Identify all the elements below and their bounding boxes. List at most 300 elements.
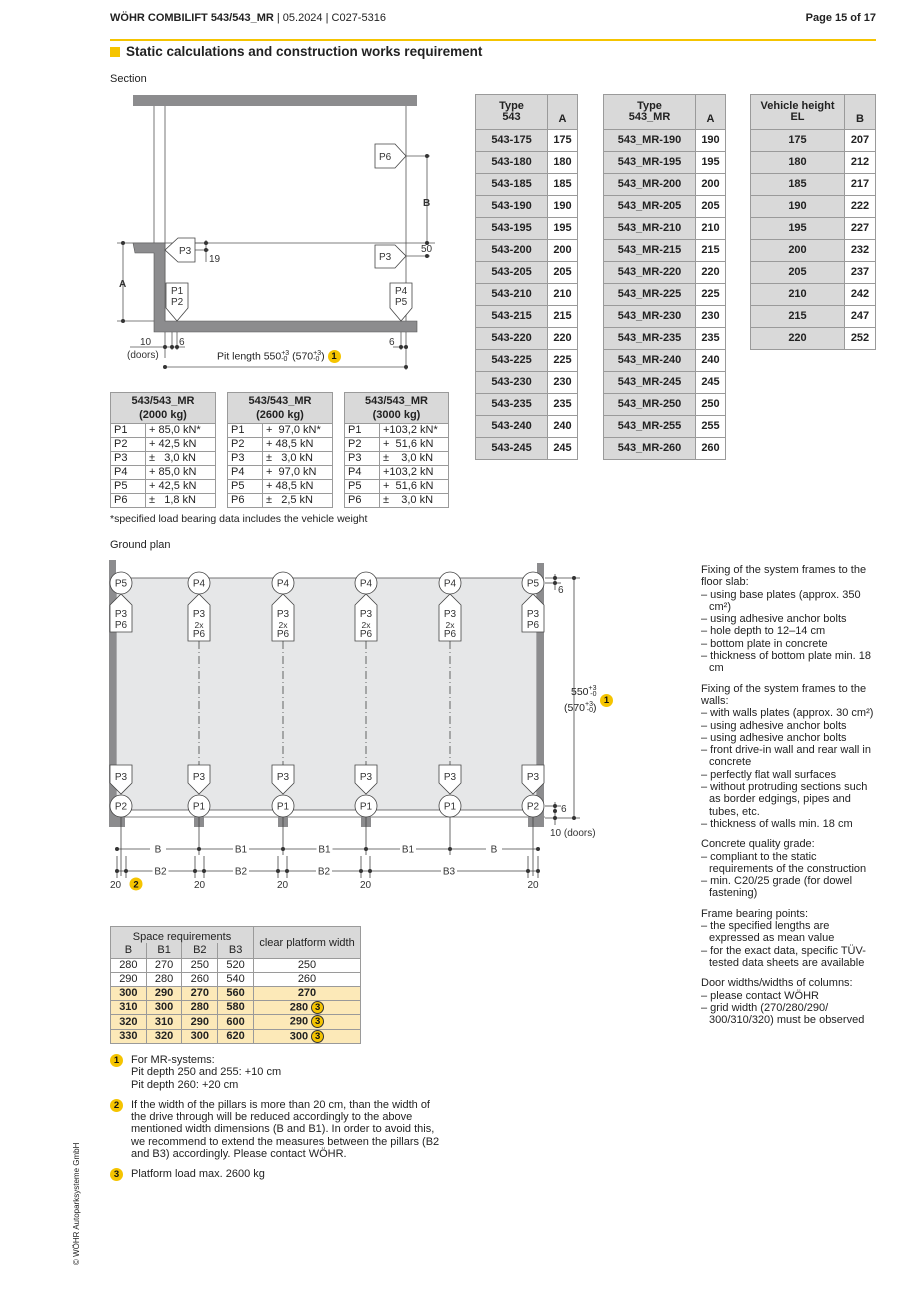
dim-6: 6 xyxy=(179,337,185,348)
load-tag-label: 2x xyxy=(361,620,371,630)
tol-down: -0 xyxy=(586,707,593,715)
table-row xyxy=(476,262,578,284)
note-badge-2 xyxy=(130,878,143,891)
load-tag-label: P3 xyxy=(526,772,540,783)
dim-6: 6 xyxy=(558,585,564,596)
note-badge-1: 1 xyxy=(328,350,341,363)
table-row xyxy=(111,1029,361,1043)
load-point: P6 xyxy=(228,494,263,508)
space-cell: 560 xyxy=(218,987,254,1001)
header-col: B3 xyxy=(218,943,254,959)
type-cell: 543_MR-240 xyxy=(604,350,696,372)
requirement-item: – hole depth to 12–14 cm xyxy=(701,625,826,638)
footnotes xyxy=(110,1054,445,1189)
header-col: B2 xyxy=(182,943,218,959)
type-cell: 543-240 xyxy=(476,416,548,438)
table-row xyxy=(345,452,449,466)
type-cell: 543_MR-245 xyxy=(604,372,696,394)
load-table-title xyxy=(228,393,333,424)
value-cell: 180 xyxy=(548,152,578,174)
table-header xyxy=(111,927,361,944)
requirement-item: – for the exact data, specific TÜV-tested data sheets are available xyxy=(701,944,866,969)
tol-up: +3 xyxy=(585,701,593,709)
dimension-dot xyxy=(572,576,576,580)
value-cell: 240 xyxy=(696,350,726,372)
capacity-model: 543/543_MR xyxy=(131,395,195,407)
footnote-text xyxy=(131,1168,265,1181)
table-row xyxy=(476,416,578,438)
table-row xyxy=(476,306,578,328)
clear-width-cell xyxy=(254,1015,361,1029)
table-row xyxy=(476,218,578,240)
header-type xyxy=(751,95,845,130)
load-point: P3 xyxy=(345,452,380,466)
length-value: 550 xyxy=(570,686,589,698)
clear-width: 260 xyxy=(297,973,317,985)
requirement-item: – thickness of walls min. 18 cm xyxy=(701,817,853,830)
value-cell: 205 xyxy=(696,196,726,218)
load-value: + 51,6 kN xyxy=(380,480,449,494)
header-space-requirements: Space requirements xyxy=(111,927,254,944)
value-cell: 230 xyxy=(548,372,578,394)
table-row xyxy=(751,196,876,218)
footnote-text xyxy=(131,1054,281,1091)
load-tag-label: P3 xyxy=(359,772,373,783)
capacity-model: 543/543_MR xyxy=(365,395,428,407)
value-cell: 217 xyxy=(845,174,876,196)
tol-down: -0 xyxy=(281,355,288,363)
table-row xyxy=(604,284,726,306)
table-row xyxy=(604,328,726,350)
table-row xyxy=(111,424,216,438)
space-cell: 600 xyxy=(218,1015,254,1029)
tol-up: +3 xyxy=(313,349,322,357)
value-cell: 220 xyxy=(548,328,578,350)
table-row xyxy=(111,973,361,987)
space-cell: 290 xyxy=(182,1015,218,1029)
requirement-block xyxy=(701,838,881,899)
load-point-label: P2 xyxy=(114,801,128,813)
header-clear-width: clear platform width xyxy=(254,927,361,959)
dimension-label: B2 xyxy=(234,866,248,878)
table-row xyxy=(111,452,216,466)
table-row xyxy=(476,240,578,262)
tolerance xyxy=(589,686,597,698)
table-row xyxy=(604,262,726,284)
dimension-dot xyxy=(553,816,557,820)
load-table-title xyxy=(345,393,449,424)
type-cell: 543_MR-195 xyxy=(604,152,696,174)
capacity-weight: (3000 kg) xyxy=(372,409,421,421)
load-point-label: P4 xyxy=(443,578,457,590)
header-line: Vehicle height xyxy=(760,100,835,112)
load-value: ± 3,0 kN xyxy=(380,494,449,508)
requirement-item: – grid width (270/280/290/ 300/310/320) must be observed xyxy=(701,1001,865,1027)
table-row xyxy=(476,328,578,350)
requirement-block xyxy=(701,564,881,675)
space-cell: 540 xyxy=(218,973,254,987)
requirement-item: – compliant to the static requirements of the construction xyxy=(701,850,867,875)
dimension-dot xyxy=(368,869,372,873)
space-cell: 320 xyxy=(111,1015,147,1029)
value-cell: 235 xyxy=(548,394,578,416)
header-type xyxy=(604,95,696,130)
load-point: P2 xyxy=(111,438,146,452)
product-name: WÖHR COMBILIFT 543/543_MR xyxy=(110,12,274,24)
dimension-label: B3 xyxy=(442,866,456,878)
capacity-weight: (2600 kg) xyxy=(256,409,304,421)
value-cell: 245 xyxy=(696,372,726,394)
table-row xyxy=(604,306,726,328)
footnote-text xyxy=(131,1099,445,1160)
requirement-item: – using adhesive anchor bolts xyxy=(701,719,847,732)
space-cell: 260 xyxy=(182,973,218,987)
load-value: ± 2,5 kN xyxy=(263,494,333,508)
load-point: P4 xyxy=(228,466,263,480)
value-cell: 227 xyxy=(845,218,876,240)
capacity-weight: (2000 kg) xyxy=(139,409,187,421)
dim-doors: 10 (doors) xyxy=(550,828,596,839)
table-row xyxy=(604,416,726,438)
page-number: Page 15 of 17 xyxy=(805,12,876,24)
dimension-dot xyxy=(359,869,363,873)
label-p4: P4 xyxy=(395,286,408,297)
load-table-header xyxy=(228,393,333,424)
clear-width-cell xyxy=(254,987,361,1001)
value-cell: 200 xyxy=(548,240,578,262)
value-cell: 225 xyxy=(548,350,578,372)
type-cell: 190 xyxy=(751,196,845,218)
load-value: ± 3,0 kN xyxy=(380,452,449,466)
table-row xyxy=(228,424,333,438)
dimension-dot xyxy=(572,816,576,820)
load-table-title xyxy=(111,393,216,424)
load-point: P5 xyxy=(111,480,146,494)
tol-up: +3 xyxy=(588,685,597,693)
table-row xyxy=(751,328,876,350)
value-cell: 235 xyxy=(696,328,726,350)
space-requirements-table xyxy=(110,926,361,1044)
type-cell: 180 xyxy=(751,152,845,174)
header-value: A xyxy=(548,95,578,130)
dimension-dot xyxy=(448,847,452,851)
type-cell: 543-225 xyxy=(476,350,548,372)
pillar-foot xyxy=(113,817,125,827)
table-row xyxy=(345,438,449,452)
space-cell: 290 xyxy=(111,973,147,987)
requirement-item: – please contact WÖHR xyxy=(701,989,819,1002)
space-cell: 300 xyxy=(182,1029,218,1043)
header-col: B xyxy=(111,943,147,959)
header-rule xyxy=(110,39,876,41)
value-cell: 207 xyxy=(845,130,876,152)
load-point-label: P1 xyxy=(276,801,290,813)
table-row xyxy=(476,174,578,196)
load-value: ± 1,8 kN xyxy=(146,494,216,508)
construction-requirements xyxy=(701,564,881,1034)
footnote-line: If the width of the pillars is more than 20 cm, than the width of the drive through will be reduced accordingly to the above mentioned width dimensions (B and B1). In order to avoid this, we recommend to extend the measures between the pillars (B2 and B3) accordingly. Please contact WÖHR. xyxy=(131,1098,440,1161)
document-header xyxy=(110,12,386,24)
load-table xyxy=(344,392,449,508)
type-cell: 185 xyxy=(751,174,845,196)
value-cell: 215 xyxy=(696,240,726,262)
load-tag-label: P3 xyxy=(192,609,206,620)
load-point: P6 xyxy=(345,494,380,508)
badge-number: 2 xyxy=(133,879,139,891)
table-row xyxy=(476,196,578,218)
dimension-label: B2 xyxy=(154,866,167,878)
pit-length-label xyxy=(216,350,342,363)
requirement-item: – bottom plate in concrete xyxy=(701,637,828,650)
type-table-header xyxy=(604,95,726,130)
dim-doors: (doors) xyxy=(127,350,159,361)
type-cell: 543-175 xyxy=(476,130,548,152)
load-tag-label: P3 xyxy=(526,609,540,620)
load-tag-label: P3 xyxy=(114,772,128,783)
table-row xyxy=(604,394,726,416)
table-row xyxy=(228,494,333,508)
clear-width-cell xyxy=(254,1001,361,1015)
type-cell: 543_MR-220 xyxy=(604,262,696,284)
dimension-label: B xyxy=(154,844,162,856)
tolerance xyxy=(585,702,593,714)
load-table xyxy=(110,392,216,508)
dimension-dot xyxy=(553,809,557,813)
space-cell: 330 xyxy=(111,1029,147,1043)
value-cell: 240 xyxy=(548,416,578,438)
footnote-line: For MR-systems: xyxy=(131,1054,215,1066)
load-tag-label: 2x xyxy=(445,620,455,630)
capacity-model: 543/543_MR xyxy=(248,395,312,407)
load-point-label: P5 xyxy=(114,578,128,590)
header-col: B1 xyxy=(146,943,182,959)
header-value: B xyxy=(845,95,876,130)
table-row xyxy=(604,438,726,460)
type-cell: 175 xyxy=(751,130,845,152)
value-cell: 247 xyxy=(845,306,876,328)
type-cell: 543-190 xyxy=(476,196,548,218)
table-row xyxy=(228,452,333,466)
type-cell: 543_MR-250 xyxy=(604,394,696,416)
type-cell: 543-185 xyxy=(476,174,548,196)
load-tag-label: P6 xyxy=(443,629,457,640)
requirement-item: – using adhesive anchor bolts xyxy=(701,613,847,626)
requirement-item: – min. C20/25 grade (for dowel fastening) xyxy=(701,875,853,900)
requirement-heading: Frame bearing points: xyxy=(701,907,808,920)
type-cell: 543-210 xyxy=(476,284,548,306)
requirement-item: – the specified lengths are expressed as mean value xyxy=(701,920,835,945)
requirement-item: – perfectly flat wall surfaces xyxy=(701,768,837,781)
requirement-heading: Concrete quality grade: xyxy=(701,838,815,851)
dim-50: 50 xyxy=(421,244,433,255)
requirement-block xyxy=(701,908,881,969)
value-cell: 210 xyxy=(696,218,726,240)
load-tag-label: P3 xyxy=(443,772,457,783)
tol-up: +3 xyxy=(281,349,290,357)
load-tag-label: P6 xyxy=(359,629,373,640)
space-cell: 270 xyxy=(182,987,218,1001)
table-row xyxy=(345,494,449,508)
dimension-dot xyxy=(553,581,557,585)
value-cell: 205 xyxy=(548,262,578,284)
table-row xyxy=(111,1015,361,1029)
type-cell: 210 xyxy=(751,284,845,306)
table-row xyxy=(111,959,361,973)
load-value: + 42,5 kN xyxy=(146,438,216,452)
dimension-dot xyxy=(364,847,368,851)
label-p6: P6 xyxy=(379,152,392,163)
space-cell: 280 xyxy=(146,973,182,987)
dimension-dot xyxy=(553,804,557,808)
type-cell: 543_MR-235 xyxy=(604,328,696,350)
dim-6: 6 xyxy=(389,337,395,348)
table-row xyxy=(228,438,333,452)
space-cell: 310 xyxy=(146,1015,182,1029)
clear-width: 250 xyxy=(297,959,317,971)
type-cell: 220 xyxy=(751,328,845,350)
load-table-header xyxy=(111,393,216,424)
type-cell: 543-245 xyxy=(476,438,548,460)
ground-plan-label: Ground plan xyxy=(110,539,171,551)
load-value: +103,2 kN* xyxy=(380,424,449,438)
table-row xyxy=(604,218,726,240)
type-table xyxy=(475,94,578,460)
table-row xyxy=(751,152,876,174)
load-point-label: P4 xyxy=(192,578,206,590)
footnote xyxy=(110,1054,445,1091)
table-row xyxy=(751,218,876,240)
space-cell: 300 xyxy=(146,1001,182,1015)
section-label: Section xyxy=(110,73,147,85)
clear-width-cell xyxy=(254,1029,361,1043)
clear-width: 300 xyxy=(289,1030,309,1043)
value-cell: 230 xyxy=(696,306,726,328)
type-cell: 543_MR-200 xyxy=(604,174,696,196)
dimension-dot xyxy=(124,869,128,873)
note-badge-3: 3 xyxy=(311,1030,324,1043)
value-cell: 185 xyxy=(548,174,578,196)
type-cell: 543_MR-215 xyxy=(604,240,696,262)
value-cell: 190 xyxy=(696,130,726,152)
section-drawing xyxy=(105,90,435,370)
value-cell: 260 xyxy=(696,438,726,460)
load-tag-label: 2x xyxy=(194,620,204,630)
pillar-width-label: 20 xyxy=(276,880,289,891)
space-cell: 300 xyxy=(111,987,147,1001)
table-row xyxy=(751,306,876,328)
load-point-label: P5 xyxy=(526,578,540,590)
load-value: + 85,0 kN* xyxy=(146,424,216,438)
header-line: 543 xyxy=(502,111,521,123)
load-tag-label: 2x xyxy=(278,620,288,630)
load-point: P1 xyxy=(111,424,146,438)
dimension-label: B1 xyxy=(318,844,331,856)
type-table xyxy=(603,94,726,460)
value-cell: 252 xyxy=(845,328,876,350)
type-cell: 543_MR-225 xyxy=(604,284,696,306)
clear-width: 290 xyxy=(289,1015,309,1028)
load-tag-label: P3 xyxy=(359,609,373,620)
requirement-item: – using adhesive anchor bolts xyxy=(701,731,847,744)
type-cell: 200 xyxy=(751,240,845,262)
load-value: + 48,5 kN xyxy=(263,438,333,452)
value-cell: 200 xyxy=(696,174,726,196)
requirement-block xyxy=(701,683,881,831)
load-point: P5 xyxy=(345,480,380,494)
type-cell: 543-220 xyxy=(476,328,548,350)
space-cell: 250 xyxy=(182,959,218,973)
header-line: Type xyxy=(637,100,662,112)
space-cell: 580 xyxy=(218,1001,254,1015)
space-cell: 520 xyxy=(218,959,254,973)
dimension-dot xyxy=(197,847,201,851)
tolerance xyxy=(313,351,321,363)
table-row xyxy=(604,174,726,196)
type-cell: 543_MR-255 xyxy=(604,416,696,438)
section-title xyxy=(110,44,482,59)
type-cell: 543-235 xyxy=(476,394,548,416)
value-cell: 242 xyxy=(845,284,876,306)
load-point: P6 xyxy=(111,494,146,508)
dimension-dot xyxy=(281,847,285,851)
dimension-label: B2 xyxy=(317,866,331,878)
type-table-header xyxy=(476,95,578,130)
load-tag-label: P6 xyxy=(114,620,128,631)
load-tag-label: P3 xyxy=(443,609,457,620)
load-point: P2 xyxy=(345,438,380,452)
dimension-label: B xyxy=(490,844,498,856)
value-cell: 212 xyxy=(845,152,876,174)
type-cell: 543_MR-260 xyxy=(604,438,696,460)
load-point-label: P4 xyxy=(276,578,290,590)
pillar-width-label: 20 xyxy=(527,880,539,891)
type-cell: 543-230 xyxy=(476,372,548,394)
table-row xyxy=(604,130,726,152)
page-title: Static calculations and construction works requirement xyxy=(126,44,483,59)
ceiling-slab xyxy=(133,95,417,106)
value-cell: 250 xyxy=(696,394,726,416)
load-value: + 42,5 kN xyxy=(146,480,216,494)
load-point: P1 xyxy=(345,424,380,438)
space-cell: 280 xyxy=(182,1001,218,1015)
title-marker xyxy=(110,47,120,57)
load-point: P4 xyxy=(345,466,380,480)
label-p1: P1 xyxy=(171,286,184,297)
ground-plan-drawing xyxy=(105,560,625,900)
value-cell: 237 xyxy=(845,262,876,284)
space-cell: 310 xyxy=(111,1001,147,1015)
load-point: P3 xyxy=(111,452,146,466)
load-value: +103,2 kN xyxy=(380,466,449,480)
platform-area xyxy=(116,578,537,810)
table-row xyxy=(111,438,216,452)
pillar-width-label: 20 xyxy=(109,880,122,891)
load-point: P4 xyxy=(111,466,146,480)
tol-down: -0 xyxy=(590,691,597,699)
dimension-dot xyxy=(202,869,206,873)
type-table xyxy=(750,94,876,350)
table-row xyxy=(476,394,578,416)
space-cell: 320 xyxy=(146,1029,182,1043)
footnote xyxy=(110,1099,445,1160)
table-row xyxy=(111,1001,361,1015)
paren: ) xyxy=(321,350,325,363)
note-badge-3: 3 xyxy=(311,1001,324,1014)
dim-b: B xyxy=(423,198,431,209)
clear-width-cell xyxy=(254,959,361,973)
type-cell: 543-215 xyxy=(476,306,548,328)
doc-meta: | 05.2024 | C027-5316 xyxy=(273,12,386,24)
